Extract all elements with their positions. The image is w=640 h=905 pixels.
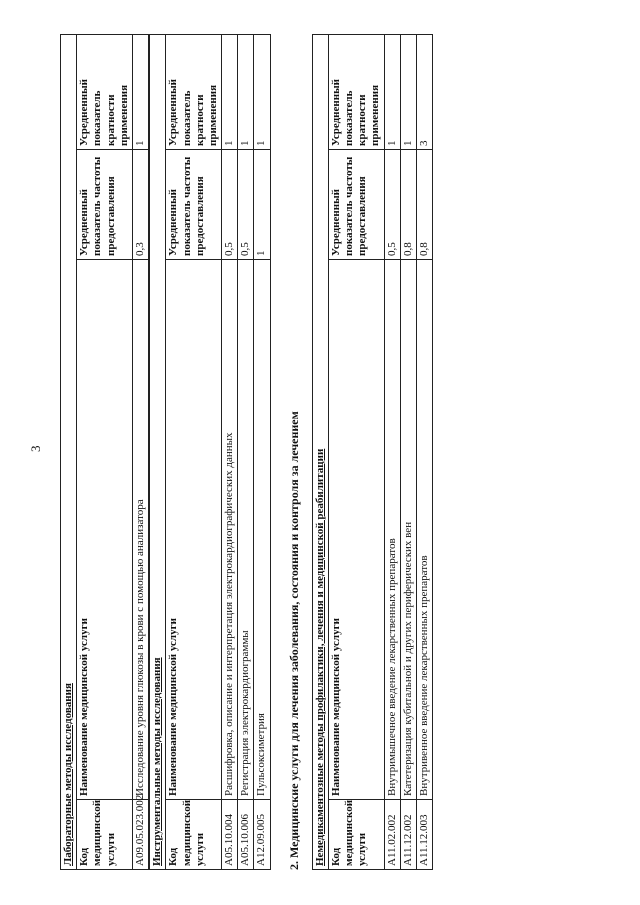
service-frequency: 0,8	[416, 150, 432, 260]
header-row	[77, 34, 133, 869]
section-2-heading: 2. Медицинские услуги для лечения заболевания, состояния и контроля за лечением	[286, 411, 301, 870]
service-frequency: 1	[254, 150, 270, 260]
header-frequency: Усредненный показатель частоты предоставления	[77, 150, 133, 260]
header-multiplicity: Усредненный показатель кратности применения	[166, 35, 222, 150]
service-name: Регистрация электрокардиограммы	[238, 260, 254, 800]
header-row	[328, 34, 384, 869]
service-frequency: 0,3	[132, 150, 148, 260]
service-multiplicity: 1	[254, 35, 270, 150]
table-row	[416, 34, 432, 869]
service-code: A05.10.004	[222, 800, 238, 870]
service-multiplicity: 3	[416, 34, 432, 149]
non-medication-methods-table	[312, 34, 434, 870]
header-name: Наименование медицинской услуги	[328, 260, 384, 800]
service-multiplicity: 1	[384, 34, 400, 149]
lab-section-title: Лабораторные методы исследования	[61, 34, 77, 869]
service-multiplicity: 1	[238, 35, 254, 150]
instrumental-methods-table	[149, 34, 271, 870]
service-name: Катетеризация кубитальной и других периферических вен	[400, 260, 416, 800]
header-code: Код медицинской услуги	[328, 800, 384, 870]
header-multiplicity: Усредненный показатель кратности применения	[77, 34, 133, 149]
service-code: A11.12.002	[400, 800, 416, 870]
service-name: Внутримышечное введение лекарственных препаратов	[384, 260, 400, 800]
header-code: Код медицинской услуги	[77, 800, 133, 870]
service-frequency: 0,5	[238, 150, 254, 260]
rotated-document-content	[60, 35, 540, 870]
header-name: Наименование медицинской услуги	[77, 260, 133, 800]
instr-section-title: Инструментальные методы исследования	[150, 35, 166, 870]
table-row	[222, 35, 238, 870]
service-multiplicity: 1	[400, 34, 416, 149]
header-row	[166, 35, 222, 870]
table-row	[238, 35, 254, 870]
service-code: A11.12.003	[416, 800, 432, 870]
service-name: Внутривенное введение лекарственных препаратов	[416, 260, 432, 800]
header-name: Наименование медицинской услуги	[166, 260, 222, 800]
header-frequency: Усредненный показатель частоты предоставления	[328, 150, 384, 260]
service-frequency: 0,5	[222, 150, 238, 260]
nonmed-section-title: Немедикаментозные методы профилактики, лечения и медицинской реабилитации	[312, 34, 328, 869]
service-code: A12.09.005	[254, 800, 270, 870]
header-frequency: Усредненный показатель частоты предоставления	[166, 150, 222, 260]
section-row	[150, 35, 166, 870]
service-frequency: 0,8	[400, 150, 416, 260]
service-code: A09.05.023.002	[132, 800, 148, 870]
service-name: Исследование уровня глюкозы в крови с помощью анализатора	[132, 260, 148, 800]
page-number: 3	[28, 445, 43, 452]
lab-methods-table	[60, 34, 149, 870]
header-multiplicity: Усредненный показатель кратности применения	[328, 34, 384, 149]
service-code: A05.10.006	[238, 800, 254, 870]
service-name: Пульсоксиметрия	[254, 260, 270, 800]
service-multiplicity: 1	[222, 35, 238, 150]
table-row	[254, 35, 270, 870]
service-name: Расшифровка, описание и интерпретация электрокардиографических данных	[222, 260, 238, 800]
header-code: Код медицинской услуги	[166, 800, 222, 870]
service-frequency: 0,5	[384, 150, 400, 260]
section-row	[312, 34, 328, 869]
table-row	[384, 34, 400, 869]
table-row	[400, 34, 416, 869]
table-row	[132, 34, 148, 869]
service-multiplicity: 1	[132, 34, 148, 149]
section-row	[61, 34, 77, 869]
service-code: A11.02.002	[384, 800, 400, 870]
